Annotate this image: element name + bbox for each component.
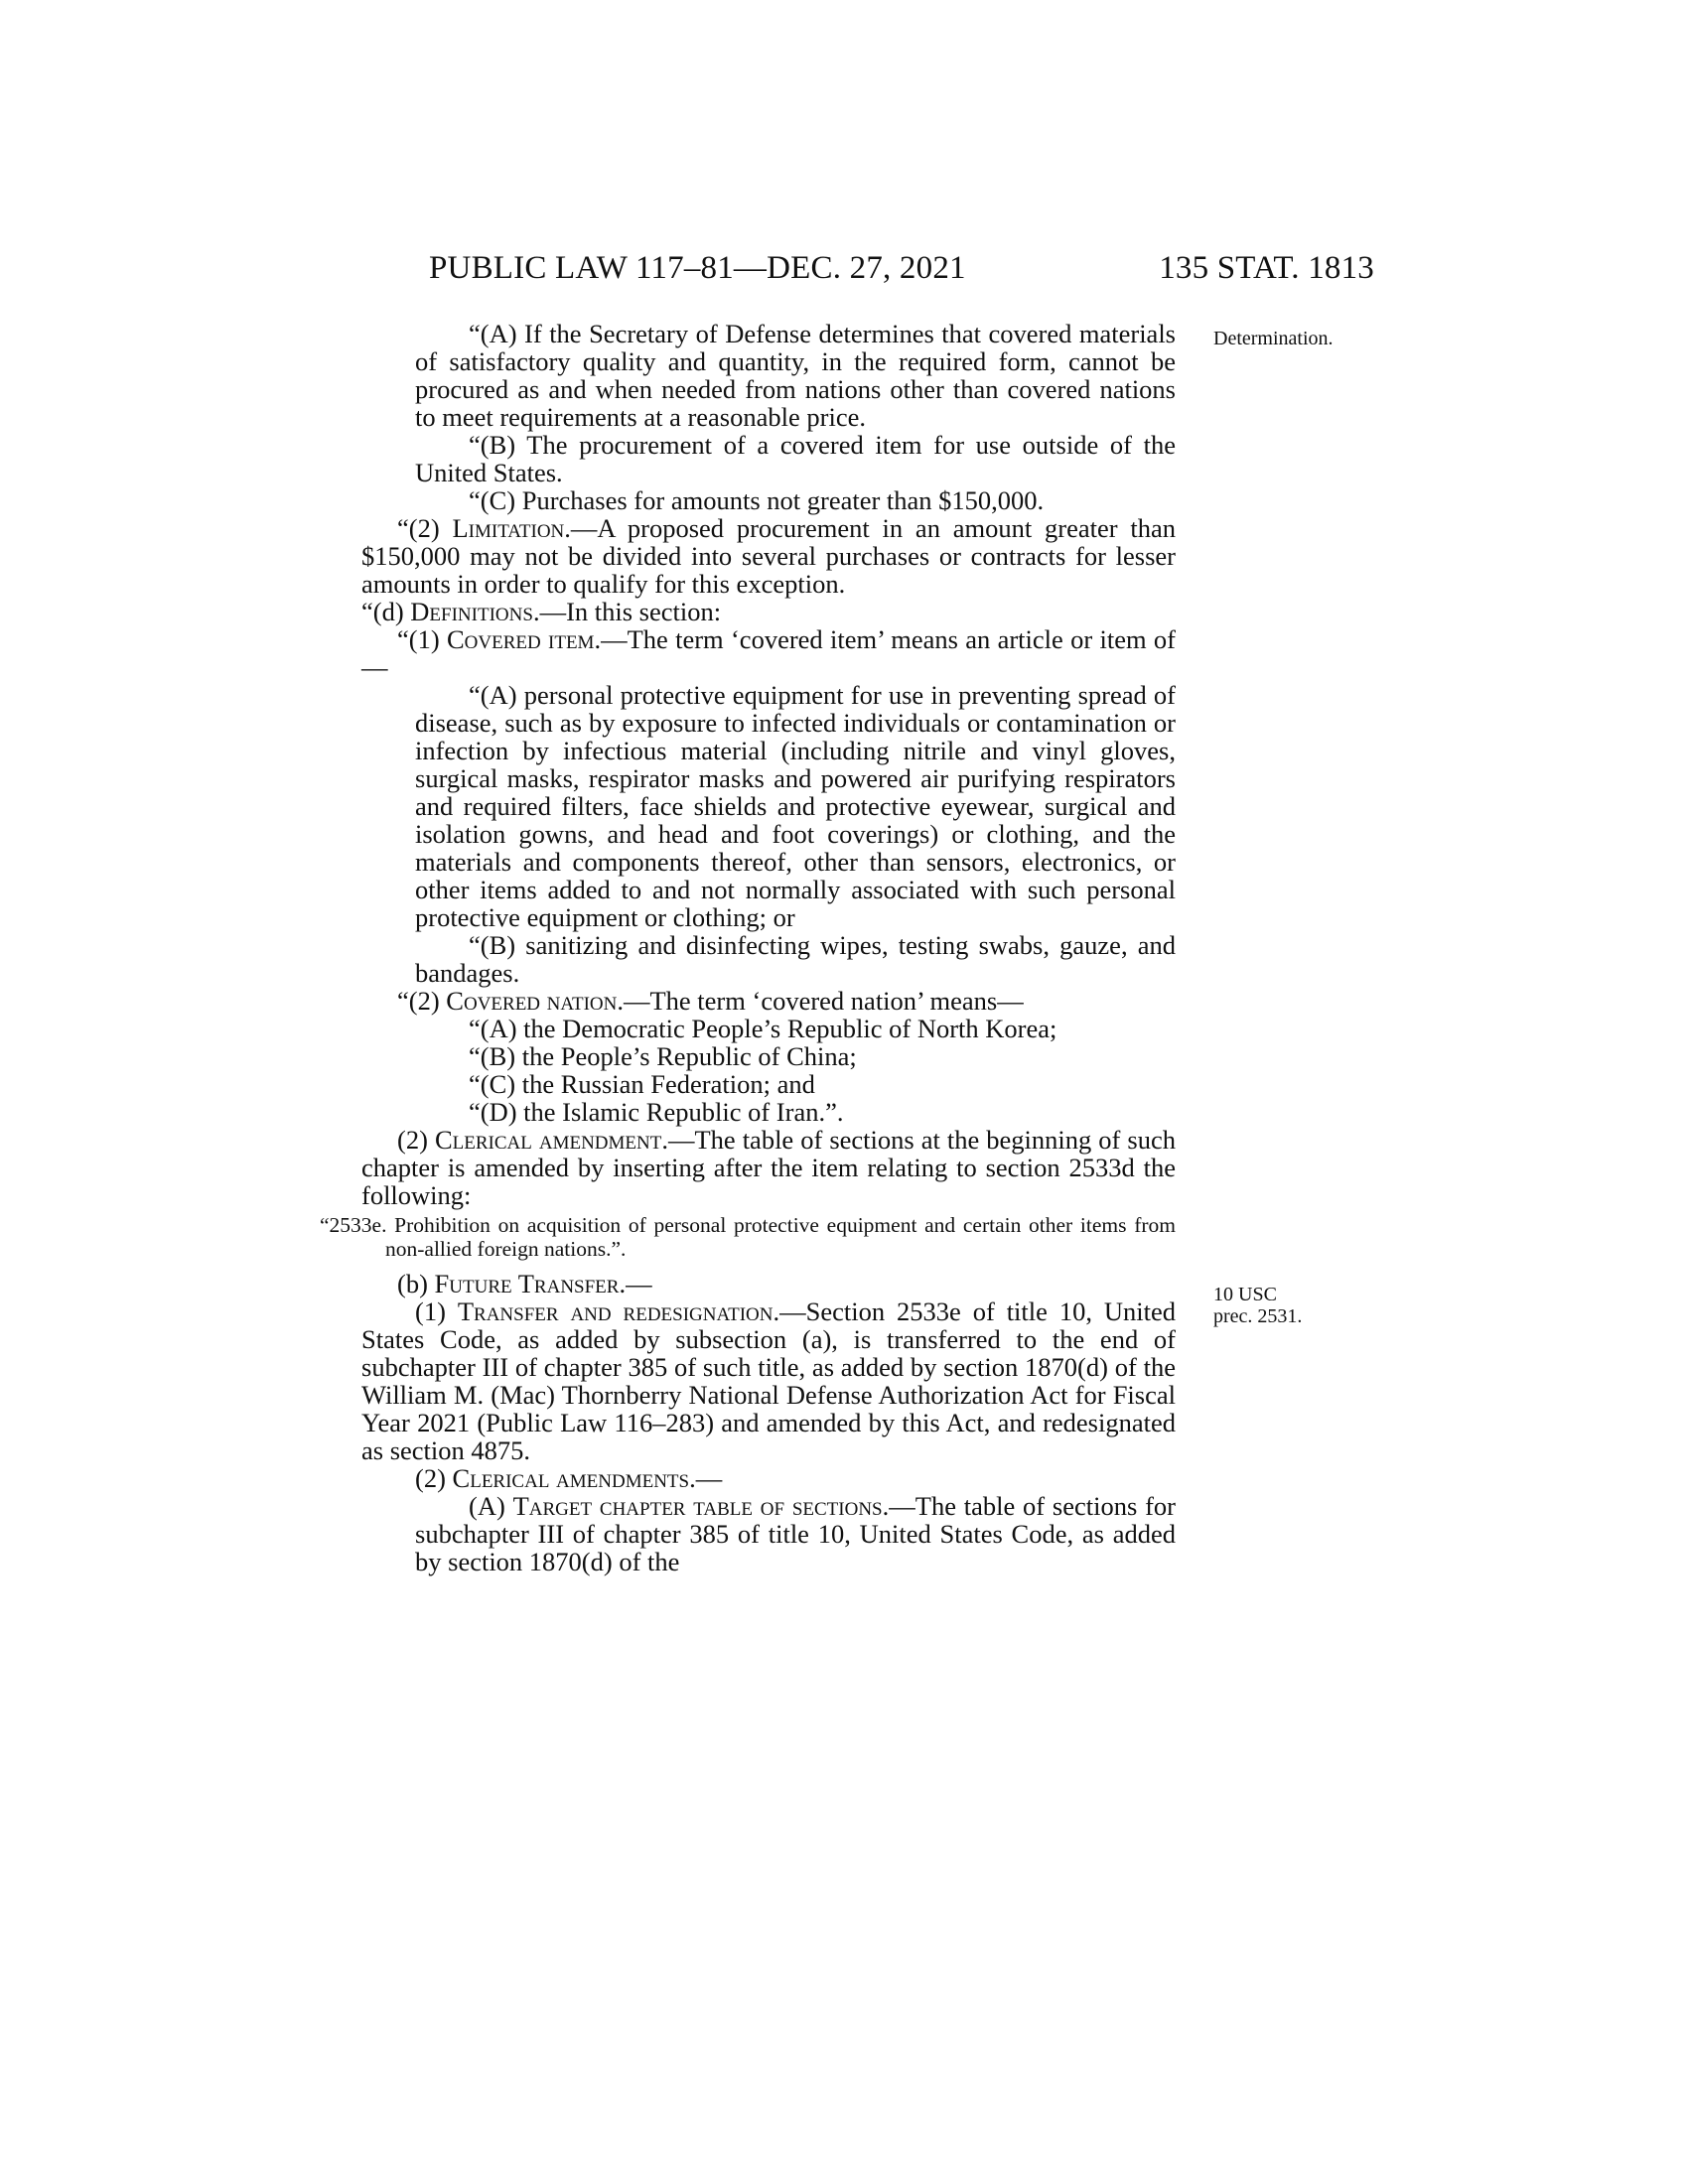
paragraph-heading: Transfer and redesignation bbox=[457, 1297, 774, 1326]
paragraph-target-chapter-table bbox=[361, 1492, 1176, 1575]
paragraph-number: (b) bbox=[397, 1269, 435, 1298]
paragraph-covered-nation-a: “(A) the Democratic People’s Republic of North Korea; bbox=[469, 1014, 1057, 1043]
paragraph-exception-b: “(B) The procurement of a covered item for use outside of the United States. bbox=[415, 430, 1176, 487]
paragraph-clerical-amendment bbox=[361, 1126, 1176, 1209]
margin-note-usc-line1: 10 USC bbox=[1213, 1284, 1277, 1305]
running-header-page-number: 135 STAT. 1813 bbox=[1159, 250, 1374, 286]
paragraph-text: .—The term ‘covered nation’ means— bbox=[617, 986, 1024, 1016]
paragraph-text: .—The term ‘covered item’ means an article or item of— bbox=[361, 624, 1176, 682]
paragraph-transfer-redesignation bbox=[361, 1297, 1176, 1464]
paragraph-covered-nation-b: “(B) the People’s Republic of China; bbox=[469, 1041, 857, 1071]
paragraph-heading: Covered nation bbox=[446, 986, 618, 1016]
paragraph-number: (1) bbox=[415, 1297, 458, 1326]
paragraph-number: (A) bbox=[469, 1491, 513, 1521]
paragraph-number: “(1) bbox=[397, 624, 447, 654]
paragraph-definitions bbox=[361, 598, 1176, 625]
paragraph-limitation bbox=[361, 514, 1176, 598]
paragraph-heading: Target chapter table of sections bbox=[512, 1491, 883, 1521]
paragraph-number: “(2) bbox=[397, 513, 453, 543]
paragraph-text: .—The table of sections for subchapter III of chapter 385 of title 10, United States Code, as added by section 1870(d) of the bbox=[415, 1491, 1176, 1576]
paragraph-number: (2) bbox=[415, 1463, 453, 1493]
paragraph-text: .—A proposed procurement in an amount greater than $150,000 may not be divided into several purchases or contracts for lesser amounts in order to qualify for this exception. bbox=[361, 513, 1176, 599]
paragraph-covered-item-b: “(B) sanitizing and disinfecting wipes, testing swabs, gauze, and bandages. bbox=[415, 930, 1176, 988]
paragraph-covered-nation bbox=[361, 987, 1176, 1015]
paragraph-covered-nation-c: “(C) the Russian Federation; and bbox=[469, 1069, 815, 1099]
paragraph-heading: Future Transfer bbox=[434, 1269, 620, 1298]
paragraph-covered-item-a: “(A) personal protective equipment for use in preventing spread of disease, such as by exposure to infected individuals or contamination or infection by infectious material (including nitrile and vinyl gloves, surgical masks, respirator masks and powered air purifying respirators and required filters, face shields and protective eyewear, surgical and isolation gowns, and head and foot coverings) or clothing, and the materials and components thereof, other than sensors, electronics, or other items added to and not normally associated with such personal protective equipment or clothing; or bbox=[415, 680, 1176, 932]
margin-note-usc-citation bbox=[1213, 1284, 1302, 1327]
paragraph-exception-c: “(C) Purchases for amounts not greater than $150,000. bbox=[469, 485, 1045, 515]
paragraph-number: (2) bbox=[397, 1125, 435, 1155]
paragraph-text: .—Section 2533e of title 10, United States Code, as added by subsection (a), is transferred to the end of subchapter III of chapter 385 of such title, as added by section 1870(d) of the William M. (Mac) Thornberry National Defense Authorization Act for Fiscal Year 2021 (Public Law 116–283) and amended by this Act, and redesignated as section 4875. bbox=[361, 1297, 1176, 1465]
paragraph-covered-item bbox=[361, 625, 1176, 681]
paragraph-text: .—In this section: bbox=[532, 597, 722, 626]
paragraph-heading: Clerical amendment bbox=[434, 1125, 662, 1155]
paragraph-heading: Clerical amendments bbox=[452, 1463, 690, 1493]
paragraph-heading: Definitions bbox=[410, 597, 533, 626]
paragraph-number: “(2) bbox=[397, 986, 447, 1016]
running-header-title: PUBLIC LAW 117–81—DEC. 27, 2021 bbox=[429, 250, 966, 286]
table-of-sections-entry: “2533e. Prohibition on acquisition of personal protective equipment and certain other items from non-allied foreign nations.”. bbox=[320, 1213, 1176, 1261]
paragraph-heading: Limitation bbox=[452, 513, 565, 543]
paragraph-text: .—The table of sections at the beginning of such chapter is amended by inserting after the item relating to section 2533d the following: bbox=[361, 1125, 1176, 1210]
margin-note-usc-line2: prec. 2531. bbox=[1213, 1305, 1303, 1327]
margin-note-determination: Determination. bbox=[1213, 328, 1334, 349]
paragraph-heading: Covered item bbox=[446, 624, 595, 654]
paragraph-exception-a: “(A) If the Secretary of Defense determines that covered materials of satisfactory quality and quantity, in the required form, cannot be procured as and when needed from nations other than covered nations to meet requirements at a reasonable price. bbox=[415, 319, 1176, 432]
paragraph-covered-nation-d: “(D) the Islamic Republic of Iran.”. bbox=[469, 1097, 844, 1127]
paragraph-clerical-amendments bbox=[361, 1464, 1176, 1492]
paragraph-number: “(d) bbox=[361, 597, 411, 626]
statute-body bbox=[320, 319, 1176, 1576]
paragraph-text: .— bbox=[619, 1269, 652, 1298]
paragraph-text: .— bbox=[689, 1463, 723, 1493]
paragraph-future-transfer bbox=[361, 1270, 1176, 1297]
